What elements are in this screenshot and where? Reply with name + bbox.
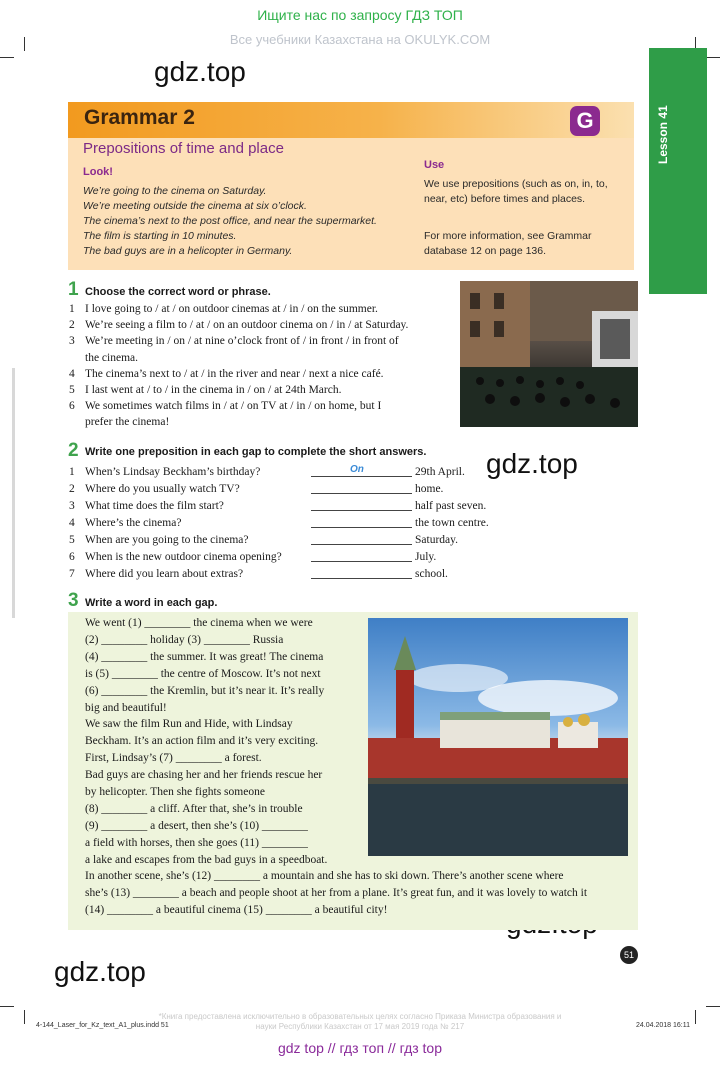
bottom-banner: gdz top // гдз топ // гдз top <box>277 1040 443 1056</box>
question-text: When are you going to the cinema? <box>85 534 249 546</box>
exercise-number: 2 <box>68 440 79 461</box>
look-label: Look! <box>83 166 113 178</box>
passage-line: (14) ________ a beautiful cinema (15) ________ a beautiful city! <box>85 904 388 916</box>
example-sentence: The cinema’s next to the post office, and near the supermarket. <box>83 215 377 227</box>
exercise-number: 3 <box>68 590 79 611</box>
item-text: We sometimes watch films in / at / on TV at / in / on home, but I <box>85 400 382 413</box>
question-text: When’s Lindsay Beckham’s birthday? <box>85 466 261 478</box>
item-number: 2 <box>69 483 75 495</box>
page-number: 51 <box>620 946 638 964</box>
question-text: When is the new outdoor cinema opening? <box>85 551 282 563</box>
watermark: gdz.top <box>154 56 246 87</box>
use-label: Use <box>424 159 445 171</box>
crop-mark <box>0 1006 14 1007</box>
answer-gap[interactable] <box>311 527 412 528</box>
item-number: 3 <box>69 500 75 512</box>
example-answer: On <box>350 464 364 475</box>
item-text: I love going to / at / on outdoor cinemas at / in / on the summer. <box>85 303 378 315</box>
passage-line: Bad guys are chasing her and her friends rescue her <box>85 769 323 782</box>
grammar-database-note: For more information, see Grammar database 12 on page 136. <box>424 230 592 257</box>
item-number: 6 <box>69 551 75 563</box>
top-banner-green: Ищите нас по запросу ГДЗ ТОП <box>257 7 463 23</box>
grammar-g-icon: G <box>570 106 600 136</box>
example-sentence: We’re meeting outside the cinema at six o’clock. <box>83 200 307 212</box>
item-number: 5 <box>69 384 75 396</box>
answer-suffix: the town centre. <box>415 517 489 529</box>
item-number: 1 <box>69 466 75 478</box>
item-number: 3 <box>69 335 75 348</box>
lesson-tab <box>649 48 707 294</box>
passage-line: We saw the film Run and Hide, with Lindsay <box>85 718 293 731</box>
answer-gap[interactable] <box>311 510 412 511</box>
item-number: 1 <box>69 303 75 315</box>
exercise-instruction: Choose the correct word or phrase. <box>85 286 271 298</box>
question-text: Where’s the cinema? <box>85 517 182 529</box>
passage-line: big and beautiful! <box>85 701 167 714</box>
crop-mark <box>706 57 720 58</box>
passage-line: (4) ________ the summer. It was great! The cinema <box>85 650 324 663</box>
answer-suffix: 29th April. <box>415 466 465 478</box>
passage-line: (8) ________ a cliff. After that, she’s in trouble <box>85 802 303 815</box>
passage-line: (2) ________ holiday (3) ________ Russia <box>85 633 284 646</box>
item-text: We’re seeing a film to / at / on an outdoor cinema on / in / at Saturday. <box>85 319 409 332</box>
watermark: gdz.top <box>54 956 146 987</box>
passage-line: In another scene, she’s (12) ________ a mountain and she has to ski down. There’s another scene where <box>85 870 564 882</box>
passage-line: First, Lindsay’s (7) ________ a forest. <box>85 752 262 765</box>
item-text: The cinema’s next to / at / in the river and near / next a nice café. <box>85 367 384 380</box>
item-number: 4 <box>69 367 75 380</box>
answer-gap[interactable] <box>311 578 412 579</box>
watermark: gdz.top <box>486 448 578 479</box>
footer-file-info: 4-144_Laser_for_Kz_text_A1_plus.indd 51 <box>36 1022 169 1029</box>
item-text: prefer the cinema! <box>85 416 170 429</box>
item-number: 5 <box>69 534 75 546</box>
passage-line: a lake and escapes from the bad guys in a speedboat. <box>85 853 328 866</box>
answer-suffix: Saturday. <box>415 534 459 546</box>
item-text: the cinema. <box>85 351 139 364</box>
crop-mark <box>24 37 25 51</box>
footer-timestamp: 24.04.2018 16:11 <box>636 1022 690 1029</box>
answer-suffix: home. <box>415 483 444 495</box>
crop-mark <box>24 1010 25 1024</box>
example-sentence: The film is starting in 10 minutes. <box>83 230 237 242</box>
outdoor-cinema-photo <box>460 281 638 427</box>
answer-suffix: July. <box>415 551 437 563</box>
crop-mark <box>695 1010 696 1024</box>
question-text: What time does the film start? <box>85 500 224 512</box>
passage-line: We went (1) ________ the cinema when we were <box>85 617 313 629</box>
item-number: 6 <box>69 400 75 413</box>
example-sentence: We’re going to the cinema on Saturday. <box>83 185 267 197</box>
grammar-title: Grammar 2 <box>84 106 195 129</box>
exercise-instruction: Write one preposition in each gap to complete the short answers. <box>85 446 427 458</box>
passage-line: (6) ________ the Kremlin, but it’s near it. It’s really <box>85 684 325 697</box>
item-number: 2 <box>69 319 75 332</box>
passage-line: is (5) ________ the centre of Moscow. It’s not next <box>85 667 321 680</box>
passage-line: she’s (13) ________ a beach and people shoot at her from a plane. It’s great fun, and it was lovely to watch it <box>85 887 588 899</box>
kremlin-photo <box>368 618 628 856</box>
item-text: We’re meeting in / on / at nine o’clock front of / in front / in front of <box>85 335 399 348</box>
lesson-tab-label: Lesson 41 <box>656 105 670 165</box>
example-sentence: The bad guys are in a helicopter in Germany. <box>83 245 293 257</box>
answer-gap[interactable] <box>311 476 412 477</box>
answer-suffix: half past seven. <box>415 500 487 512</box>
answer-gap[interactable] <box>311 544 412 545</box>
answer-gap[interactable] <box>311 561 412 562</box>
passage-line: by helicopter. Then she fights someone <box>85 786 265 798</box>
passage-line: Beckham. It’s an action film and it’s very exciting. <box>85 735 319 748</box>
exercise-number: 1 <box>68 279 79 300</box>
use-text: We use prepositions (such as on, in, to, near, etc) before times and places. <box>424 178 608 205</box>
item-text: I last went at / to / in the cinema in / on / at 24th March. <box>85 384 342 396</box>
question-text: Where did you learn about extras? <box>85 568 244 580</box>
top-banner-grey: Все учебники Казахстана на OKULYK.COM <box>229 32 491 47</box>
exercise-instruction: Write a word in each gap. <box>85 597 218 609</box>
question-text: Where do you usually watch TV? <box>85 483 240 495</box>
crop-mark <box>706 1006 720 1007</box>
item-number: 4 <box>69 517 75 529</box>
passage-line: a field with horses, then she goes (11) ________ <box>85 836 308 849</box>
item-number: 7 <box>69 568 75 580</box>
grammar-subtitle: Prepositions of time and place <box>83 140 284 157</box>
crop-mark <box>0 57 14 58</box>
side-margin-line <box>12 368 15 618</box>
answer-suffix: school. <box>415 568 448 580</box>
footer-notice: *Книга предоставлена исключительно в образовательных целях согласно Приказа Министра образования и науки Республики Казахстан от 17 мая 2019 года № 217 <box>158 1012 562 1031</box>
passage-line: (9) ________ a desert, then she’s (10) ________ <box>85 819 308 832</box>
answer-gap[interactable] <box>311 493 412 494</box>
